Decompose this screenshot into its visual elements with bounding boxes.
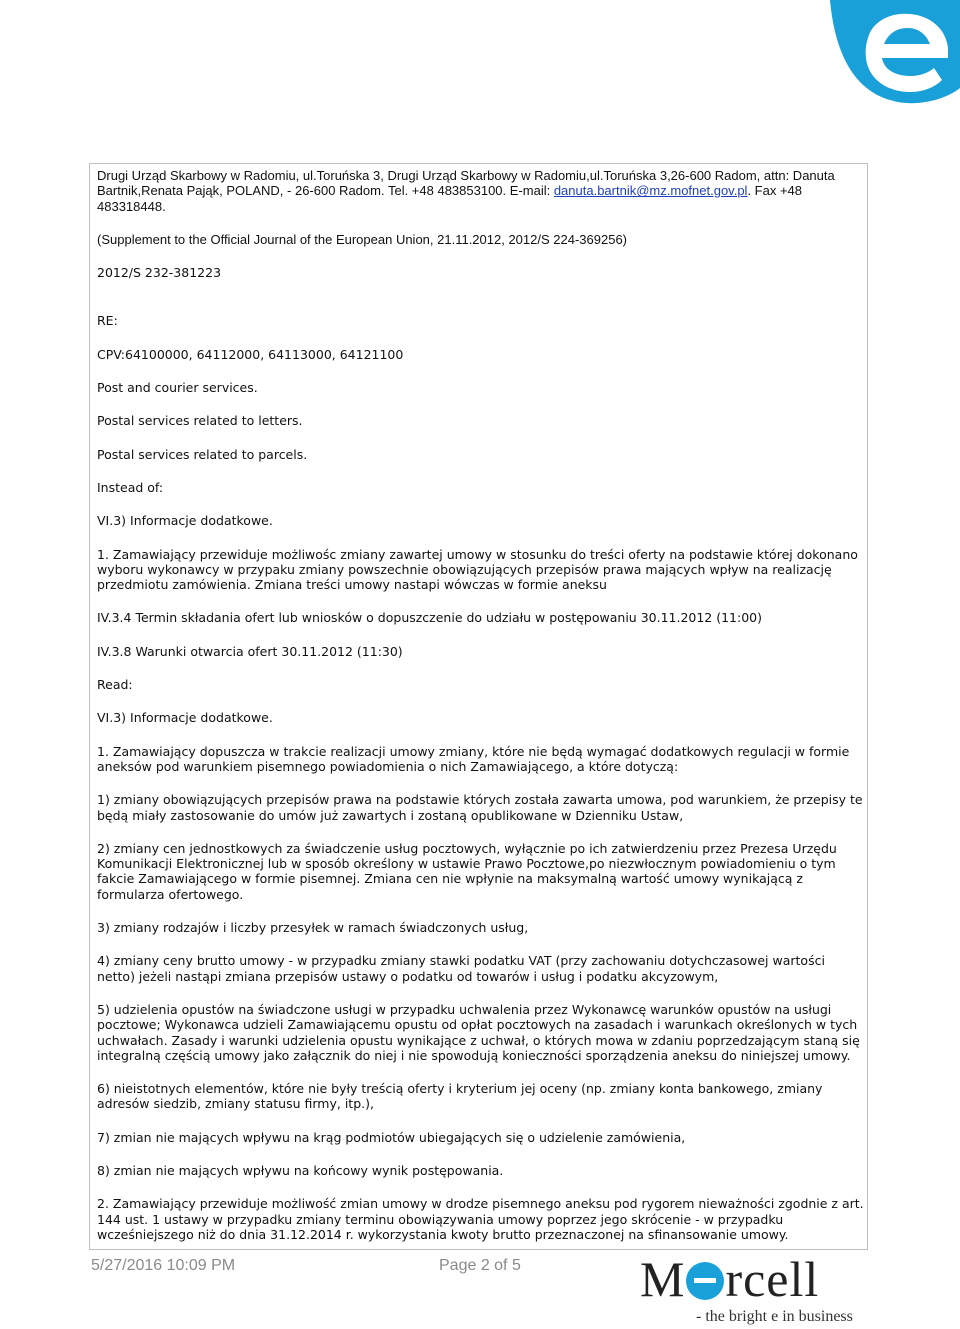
service-item: Post and courier services. [97, 380, 258, 396]
list-item: 4) zmiany ceny brutto umowy - w przypadku zmiany stawki podatku VAT (przy zachowaniu dotychczasowej wartości netto) jeżeli nastąpi zmiana przepisów ustawy o podatku od towarów i usług i podatku akcyzowym, [97, 953, 825, 984]
brand-e-icon [686, 1262, 724, 1300]
notice-reference: 2012/S 232-381223 [97, 265, 222, 281]
supplement-reference: (Supplement to the Official Journal of the European Union, 21.11.2012, 2012/S 224-369256) [97, 231, 627, 247]
list-item: 5) udzielenia opustów na świadczone usługi w przypadku uchwalenia przez Wykonawcę warunków opustów na usługi pocztowe; Wykonawca udzieli Zamawiającemu opustu od opłat pocztowych na zasadach i warunkach określonych w tych uchwałach. Zasady i warunki udzielenia opustu wynikające z uchwał, o których mowa w zdaniu poprzedzającym staną się integralną częścią umowy jako załącznik do niej i nie spowodują konieczności sporządzenia aneksu do niniejszej umowy. [97, 1001, 860, 1063]
brand-tagline: - the bright e in business [696, 1308, 853, 1325]
list-item: 6) nieistotnych elementów, które nie były treścią oferty i kryterium jej oceny (np. zmiany konta bankowego, zmiany adresów siedzib, zmiany statusu firmy, itp.), [97, 1081, 823, 1112]
brand-wordmark: M rcell [640, 1251, 820, 1307]
instead-of-label: Instead of: [97, 479, 164, 495]
new-point-1: 1. Zamawiający dopuszcza w trakcie realizacji umowy zmiany, które nie będą wymagać dodatkowych regulacji w formie aneksów pod warunkiem pisemnego powiadomienia o nich Zamawiającego, a które dotyczą: [97, 743, 850, 774]
cpv-codes: CPV:64100000, 64112000, 64113000, 64121100 [97, 346, 404, 362]
service-item: Postal services related to letters. [97, 413, 303, 429]
read-label: Read: [97, 677, 133, 693]
re-label: RE: [97, 313, 118, 329]
section-heading: VI.3) Informacje dodatkowe. [97, 710, 273, 726]
deadline-iv-3-4: IV.3.4 Termin składania ofert lub wniosków o dopuszczenie do udziału w postępowaniu 30.11.2012 (11:00) [97, 610, 763, 626]
brand-logo [640, 1252, 870, 1327]
new-point-2: 2. Zamawiający przewiduje możliwość zmian umowy w drodze pisemnego aneksu pod rygorem nieważności zgodnie z art. 144 ust. 1 ustawy w przypadku zmiany terminu obowiązywania umowy poprzez jego skrócenie - w przypadku wcześniejszego niż do dnia 31.12.2014 r. wykorzystania kwoty brutto przeznaczonej na sfinansowanie umowy. [97, 1196, 864, 1242]
section-heading: VI.3) Informacje dodatkowe. [97, 513, 273, 529]
opening-iv-3-8: IV.3.8 Warunki otwarcia ofert 30.11.2012 (11:30) [97, 643, 403, 659]
print-datetime: 5/27/2016 10:09 PM [91, 1257, 236, 1274]
list-item: 8) zmian nie mających wpływu na końcowy wynik postępowania. [97, 1162, 504, 1178]
stylized-e-icon [810, 0, 960, 110]
service-item: Postal services related to parcels. [97, 446, 308, 462]
notice-content [97, 168, 865, 1242]
email-link[interactable]: danuta.bartnik@mz.mofnet.gov.pl [553, 183, 748, 199]
old-point-1: 1. Zamawiający przewiduje możliwośc zmiany zawartej umowy w stosunku do treści oferty na podstawie której dokonano wyboru wykonawcy w przypaku zmiany powszechnie obowiązujących przepisów prawa mających wpływ na realizację przedmiotu zamówienia. Zmiana treści umowy nastapi wówczas w formie aneksu [97, 546, 858, 593]
list-item: 3) zmiany rodzajów i liczby przesyłek w ramach świadczonych usług, [97, 920, 529, 936]
list-item: 2) zmiany cen jednostkowych za świadczenie usług pocztowych, wyłącznie po ich zatwierdzeniu przez Prezesa Urzędu Komunikacji Elektronicznej lub w sposób określony w ustawie Prawo Pocztowe,po niezwłocznym powiadomieniu o tym fakcie Zamawiającego w formie pisemnej. Zmiana cen nie wpłynie na maksymalną wartość umowy wynikającą z formularza ofertowego. [97, 840, 837, 902]
contracting-authority-address: Drugi Urząd Skarbowy w Radomiu, ul.Toruńska 3, Drugi Urząd Skarbowy w Radomiu,ul.Toruńska 3,26-600 Radom, attn: Danuta Bartnik,Renata Pająk, POLAND, - 26-600 Radom. Tel. +48 483853100. E-mail: danuta.bartnik@mz.mofnet.gov.pl. Fax +48 483318448. [97, 168, 835, 214]
list-item: 7) zmian nie mających wpływu na krąg podmiotów ubiegających się o udzielenie zamówienia, [97, 1129, 686, 1145]
list-item: 1) zmiany obowiązujących przepisów prawa na podstawie których została zawarta umowa, pod warunkiem, że przepisy te będą miały zastosowanie do umów już zawartych i zostaną opublikowane w Dzienniku Ustaw, [97, 792, 863, 823]
page-number: Page 2 of 5 [439, 1257, 521, 1274]
